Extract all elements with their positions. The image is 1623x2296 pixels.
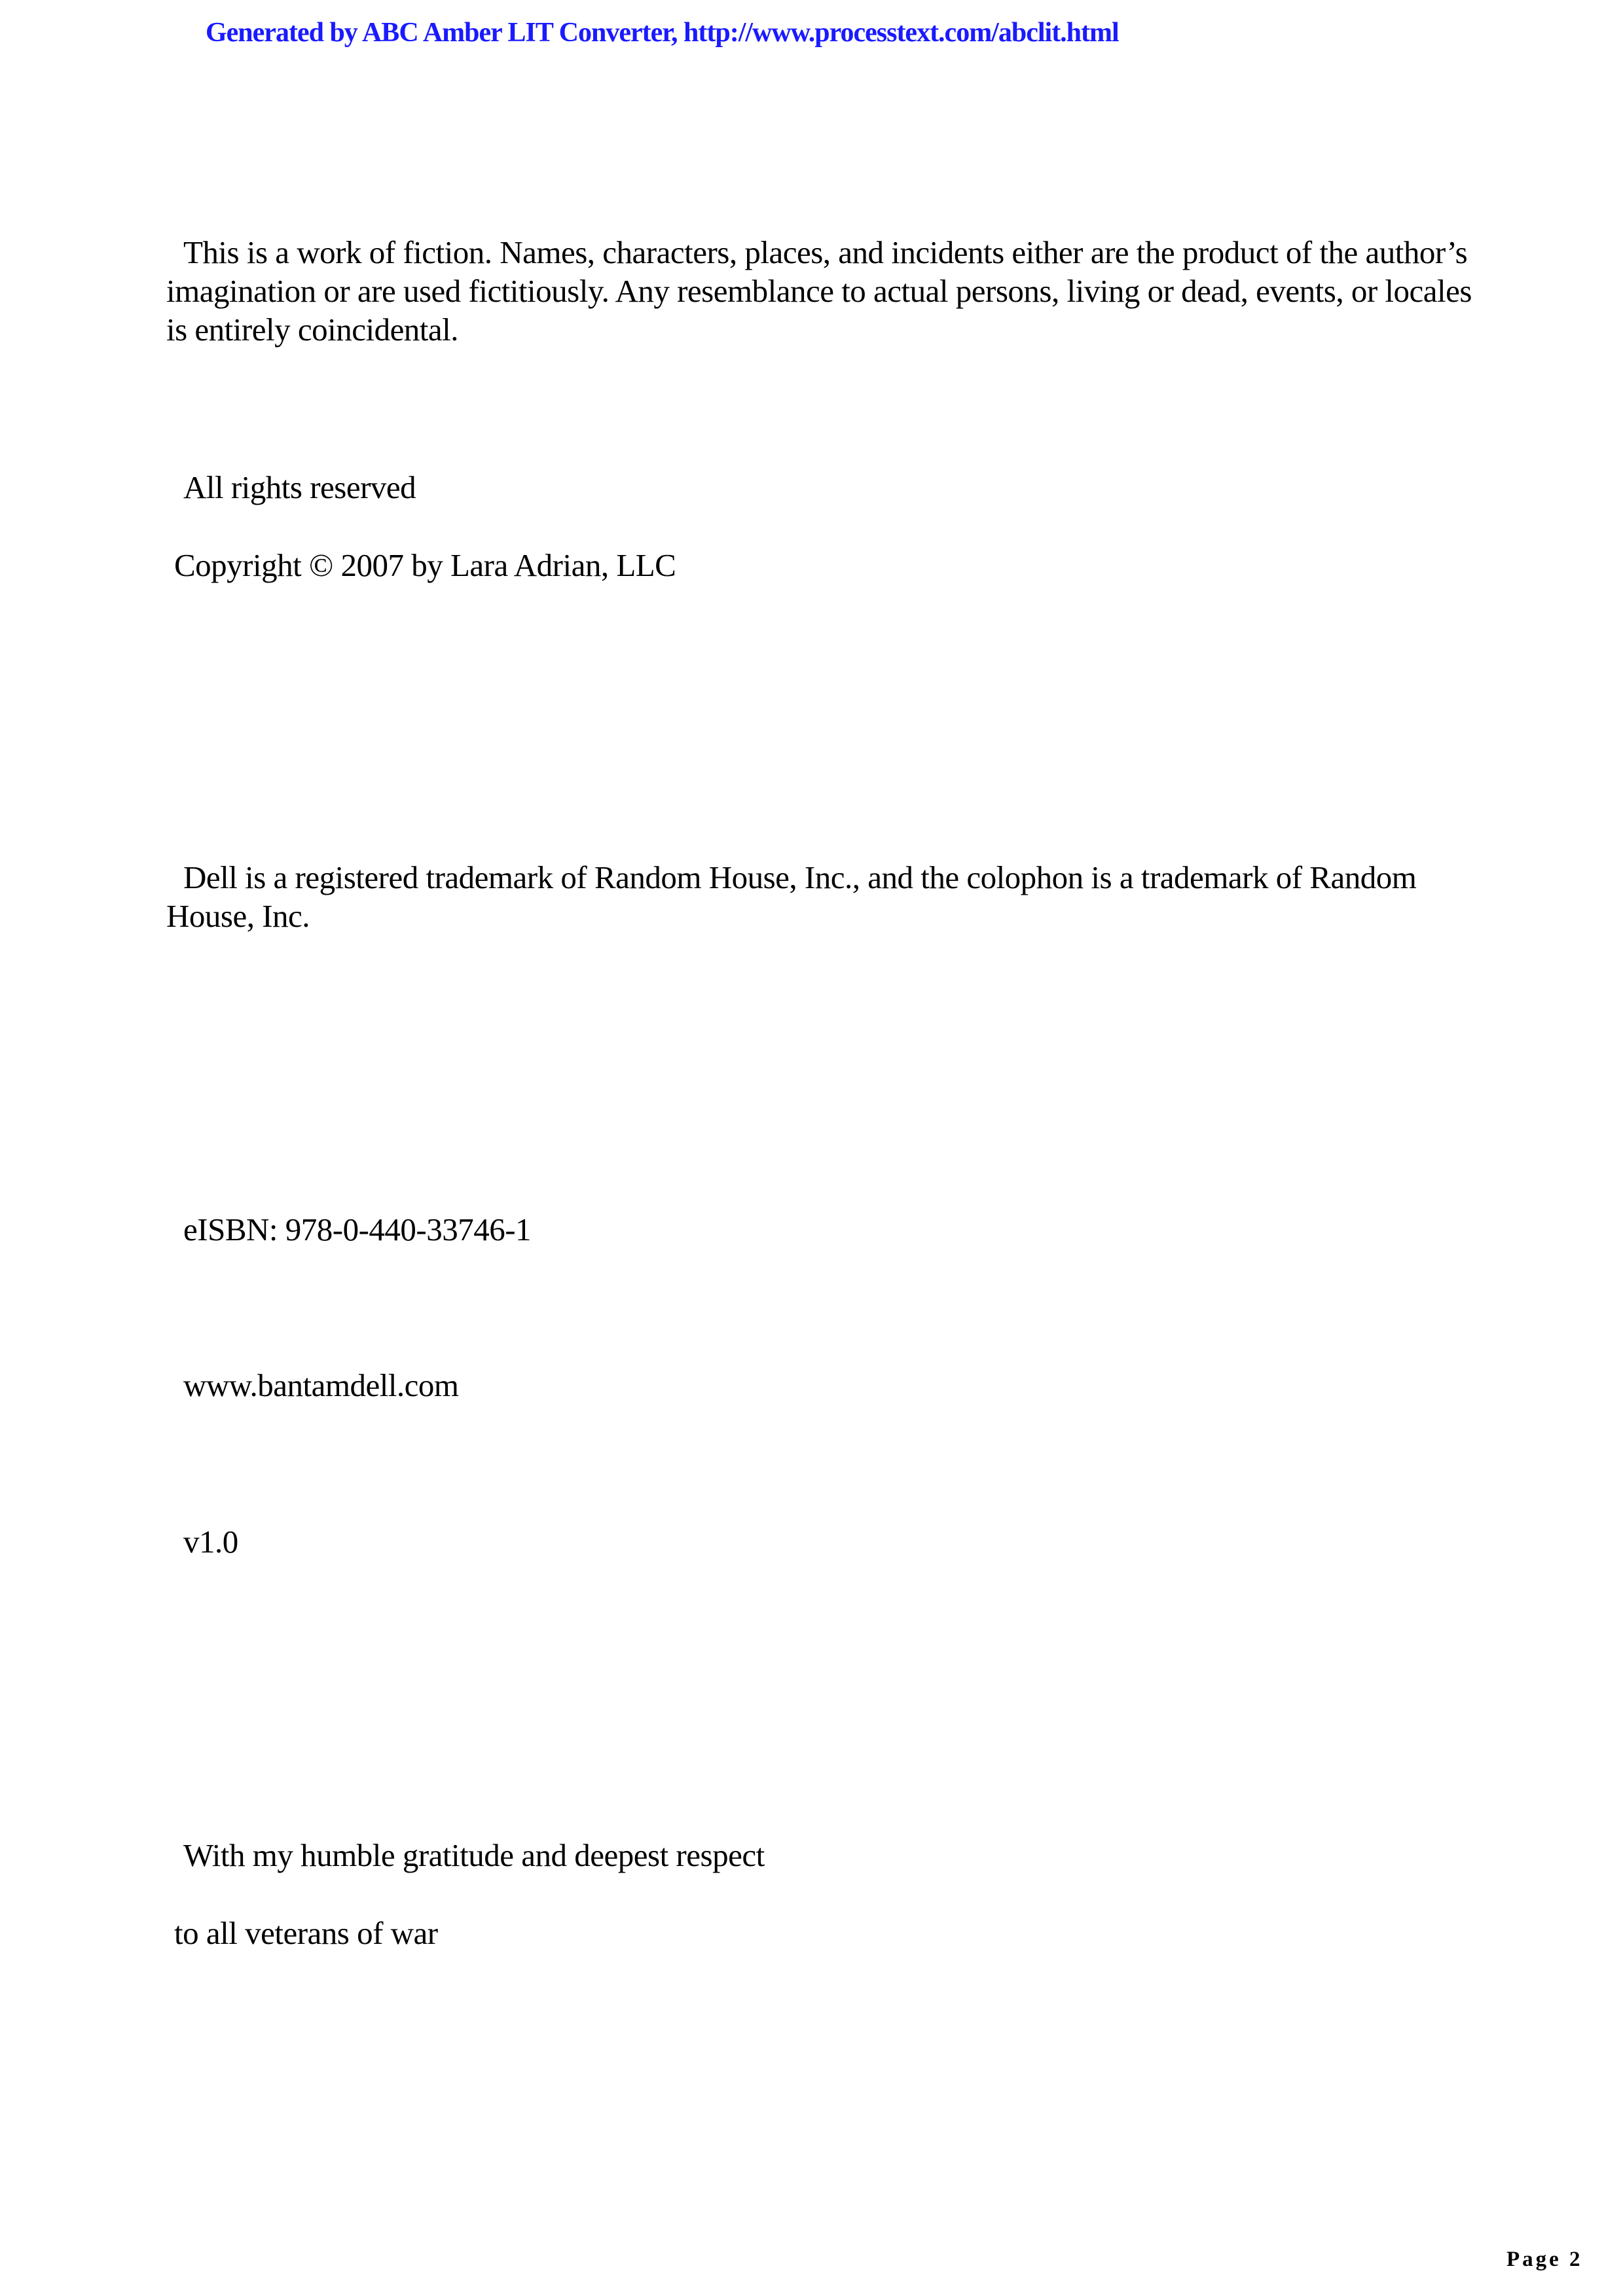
copyright-notice: Copyright © 2007 by Lara Adrian, LLC <box>174 547 676 583</box>
trademark-notice: Dell is a registered trademark of Random House, Inc., and the colophon is a trademark of Random House, Inc. <box>166 859 1417 934</box>
fiction-disclaimer: This is a work of fiction. Names, characters, places, and incidents either are the product of the author’s imagination or are used fictitiously. Any resemblance to actual persons, living or dead, events, or locales is entirely coincidental. <box>166 234 1472 348</box>
dedication-line-1: With my humble gratitude and deepest respect <box>183 1837 765 1873</box>
page-number: Page 2 <box>1506 2248 1583 2271</box>
version-number: v1.0 <box>183 1524 238 1560</box>
isbn: eISBN: 978-0-440-33746-1 <box>183 1211 532 1247</box>
publisher-website: www.bantamdell.com <box>183 1367 459 1403</box>
converter-header-link[interactable]: Generated by ABC Amber LIT Converter, http://www.processtext.com/abclit.html <box>206 18 1119 48</box>
dedication-line-2: to all veterans of war <box>174 1915 438 1951</box>
rights-statement: All rights reserved <box>183 469 416 505</box>
